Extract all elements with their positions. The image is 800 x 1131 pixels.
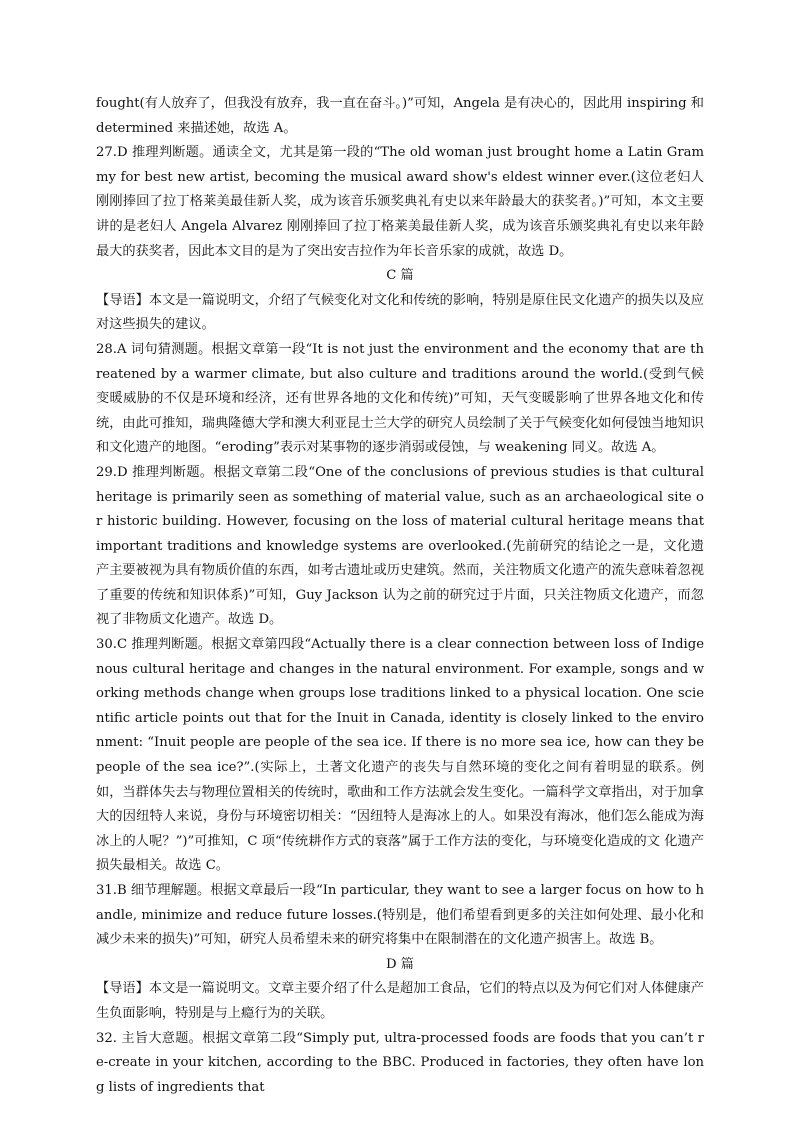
answer-27: 27.D 推理判断题。通读全文，尤其是第一段的“The old woman just brought home a Latin Grammy for best new artist, becoming the musical award show's eldest winner ever.(这位老妇人刚刚捧回了拉丁格莱美最佳新人奖，成为该音乐颁奖典礼有史以来年龄最大的获奖者。)”可知，本文主要讲的是老妇人 Angela Alvarez 刚刚捧回了拉丁格莱美最佳新人奖，成为该音乐颁奖典礼有史以来年龄最大的获奖者，因此本文目的是为了突出安吉拉作为年长音乐家的成就，故选 D。: [96, 145, 704, 259]
section-heading-d: D 篇: [386, 956, 414, 972]
intro-c: 【导语】本文是一篇说明文，介绍了气候变化对文化和传统的影响，特别是原住民文化遗产的损失以及应对这些损失的建议。: [96, 292, 704, 333]
answer-26-continued: fought(有人放弃了，但我没有放弃，我一直在奋斗。)”可知，Angela 是有决心的，因此用 inspiring 和 determined 来描述她，故选 A。: [96, 96, 704, 136]
answer-31: 31.B 细节理解题。根据文章最后一段“In particular, they want to see a larger focus on how to handle, minimize and reduce future losses.(特别是，他们希望看到更多的关注如何处理、最小化和减少未来的损失)”可知，研究人员希望未来的研究将集中在限制潜在的文化遗产损害上。故选 B。: [96, 883, 704, 948]
intro-d: 【导语】本文是一篇说明文。文章主要介绍了什么是超加工食品，它们的特点以及为何它们对人体健康产生负面影响，特别是与上瘾行为的关联。: [96, 981, 704, 1021]
answer-32: 32. 主旨大意题。根据文章第二段“Simply put, ultra-processed foods are foods that you can’t re-create in your kitchen, according to the BBC. Produced in factories, they often have long lists of ingredients that: [96, 1030, 704, 1095]
answer-30: 30.C 推理判断题。根据文章第四段“Actually there is a clear connection between loss of Indigenous cultural heritage and changes in the natural environment. For example, songs and working methods change when groups lose traditions linked to a physical location. One scientific article points out that for the Inuit in Canada, identity is closely linked to the environment: “Inuit people are people of the sea ice. If there is no more sea ice, how can they be people of the sea ice?”.(实际上，土著文化遗产的丧失与自然环境的变化之间有着明显的联系。例如，当群体失去与物理位置相关的传统时，歌曲和工作方法就会发生变化。一篇科学文章指出，对于加拿大的因纽特人来说，身份与环境密切相关：“因纽特人是海冰上的人。如果没有海冰，他们怎么能成为海冰上的人呢？”)”可推知，C 项“传统耕作方式的衰落”属于工作方法的变化，与环境变化造成的文 化遗产损失最相关。故选 C。: [96, 637, 704, 874]
answer-28: 28.A 词句猜测题。根据文章第一段“It is not just the environment and the economy that are threatened by a warmer climate, but also culture and traditions around the world.(受到气候变暖威胁的不仅是环境和经济，还有世界各地的文化和传统)”可知，天气变暖影响了世界各地文化和传统，由此可推知，瑞典隆德大学和澳大利亚昆士兰大学的研究人员绘制了关于气候变化如何侵蚀当地知识和文化遗产的地图。“eroding”表示对某事物的逐步消弱或侵蚀，与 weakening 同义。故选 A。: [96, 341, 704, 456]
section-heading-c: C 篇: [386, 268, 414, 284]
answer-29: 29.D 推理判断题。根据文章第二段“One of the conclusions of previous studies is that cultural heritage is primarily seen as something of material value, such as an archaeological site or historic building. However, focusing on the loss of material cultural heritage means that important traditions and knowledge systems are overlooked.(先前研究的结论之一是，文化遗产主要被视为具有物质价值的东西，如考古遗址或历史建筑。然而，关注物质文化遗产的流失意味着忽视了重要的传统和知识体系)”可知，Guy Jackson 认为之前的研究过于片面，只关注物质文化遗产，而忽视了非物质文化遗产。故选 D。: [96, 464, 704, 628]
